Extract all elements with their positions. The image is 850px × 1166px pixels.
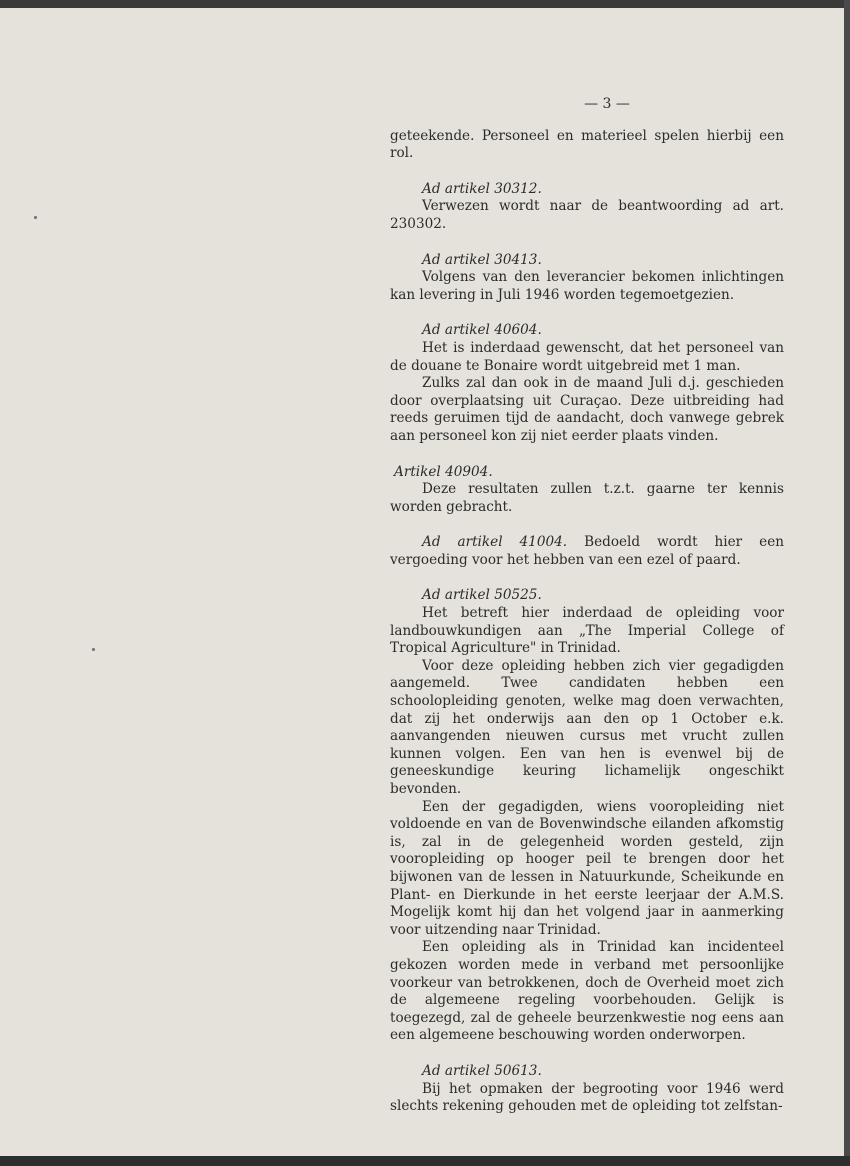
paragraph: Deze resultaten zullen t.z.t. gaarne ter kennis worden gebracht. — [390, 481, 784, 515]
document-page — [0, 8, 844, 1156]
paragraph: Het is inderdaad gewenscht, dat het personeel van de douane te Bonaire wordt uitgebreid met 1 man. — [390, 339, 784, 374]
paragraph: Voor deze opleiding hebben zich vier gegadigden aangemeld. Twee candidaten hebben een schoolopleiding genoten, welke mag doen verwachten, dat zij het onderwijs aan den op 1 October e.k. aanvangenden nieuwen cursus met vrucht zullen kunnen volgen. Een van hen is evenwel bij de geneeskundige keuring lichamelijk ongeschikt bevonden. — [390, 657, 784, 797]
page-body — [390, 96, 784, 1116]
scan-speck — [34, 216, 37, 219]
article-heading: Ad artikel 50613. — [422, 1062, 542, 1079]
paragraph: Volgens van den leverancier bekomen inlichtingen kan levering in Juli 1946 worden tegemoetgezien. — [390, 269, 784, 303]
paragraph: Verwezen wordt naar de beantwoording ad art. 230302. — [390, 198, 784, 232]
article-heading: Ad artikel 41004. — [422, 534, 568, 551]
scan-right-edge — [844, 0, 850, 1166]
paragraph — [390, 534, 784, 569]
page-number: — 3 — — [584, 96, 630, 112]
article-heading: Ad artikel 30413. — [422, 251, 542, 268]
scan-speck — [92, 648, 95, 651]
article-heading: Ad artikel 30312. — [422, 180, 542, 197]
article-heading: Artikel 40904. — [394, 463, 493, 480]
scan-bottom-edge — [0, 1156, 850, 1166]
scan-top-edge — [0, 0, 850, 8]
paragraph: geteekende. Personeel en materieel spelen hierbij een rol. — [390, 127, 784, 162]
paragraph: Een opleiding als in Trinidad kan incidenteel gekozen worden mede in verband met persoonlijke voorkeur van betrokkenen, doch de Overheid moet zich de algemeene regeling voorbehouden. Gelijk is toegezegd, zal de geheele beurzenkwestie nog eens aan een algemeene beschouwing worden onderworpen. — [390, 939, 784, 1044]
paragraph-text: Bedoeld wordt hier een vergoeding voor het hebben van een ezel of paard. — [390, 534, 784, 568]
paragraph: Het betreft hier inderdaad de opleiding voor landbouwkundigen aan „The Imperial College of Tropical Agriculture" in Trinidad. — [390, 605, 784, 657]
article-heading: Ad artikel 50525. — [422, 587, 542, 604]
paragraph: Een der gegadigden, wiens vooropleiding niet voldoende en van de Bovenwindsche eilanden afkomstig is, zal in de gelegenheid worden gesteld, zijn vooropleiding op hooger peil te brengen door het bijwonen van de lessen in Natuurkunde, Scheikunde en Plant- en Dierkunde in het eerste leerjaar der A.M.S. Mogelijk komt hij dan het volgend jaar in aanmerking voor uitzending naar Trinidad. — [390, 798, 784, 938]
article-heading: Ad artikel 40604. — [422, 322, 542, 339]
paragraph: Bij het opmaken der begrooting voor 1946 werd slechts rekening gehouden met de opleiding tot zelfstan- — [390, 1080, 784, 1115]
paragraph: Zulks zal dan ook in de maand Juli d.j. geschieden door overplaatsing uit Curaçao. Deze uitbreiding had reeds geruimen tijd de aandacht, doch vanwege gebrek aan personeel kon zij niet eerder plaats vinden. — [390, 375, 784, 444]
